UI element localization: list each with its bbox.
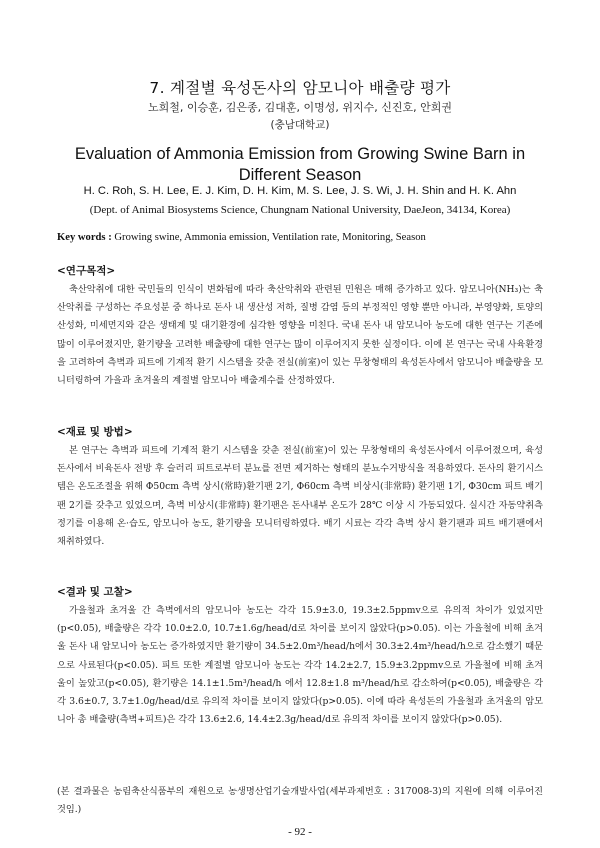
section-heading-results: <결과 및 고찰> <box>57 586 133 598</box>
section-text-purpose: 축산악취에 대한 국민들의 인식이 변화됨에 따라 축산악취와 관련된 민원은 매해 증가하고 있다. 암모니아(NH₃)는 축산악취를 구성하는 주요성분 중 하나로 돈사 내 생산성 저하, 질병 감염 등의 부정적인 영향 뿐만 아니라, 부영양화, 토양의 산성화, 미세먼지와 같은 생태계 및 대기환경에 심각한 영향을 미친다. 국내 돈사 내 암모니아 농도에 대한 연구는 기존에 많이 이루어졌지만, 환기량을 고려한 배출량에 대한 연구는 많이 이루어지지 못한 실정이다. 이에 본 연구는 국내 사육환경을 고려하여 측벽과 피트에 기계적 환기 시스템을 갖춘 전실(前室)이 있는 무창형태의 육성돈사에서 암모니아 배출량을 모니터링하여 가을과 초겨울의 계절별 암모니아 배출계수를 산정하였다. <box>57 284 543 387</box>
page-number: - 92 - <box>288 826 312 838</box>
section-text-results: 가을철과 초겨울 간 측벽에서의 암모니아 농도는 각각 15.9±3.0, 19.3±2.5ppmv으로 유의적 차이가 있었지만(p<0.05), 배출량은 각각 10.0±2.0, 10.7±1.6g/head/d로 차이를 보이지 않았다(p>0.05). 이는 가을철에 비해 초겨울 돈사 내 암모니아 농도는 증가하였지만 환기량이 34.5±2.0m³/head/h에서 30.3±2.4m³/head/h으로 감소했기 때문으로 사료된다(p<0.05). 피트 또한 계절별 암모니아 농도는 각각 14.2±2.7, 15.9±3.2ppmv으로 가을철에 비해 초겨울이 높았고(p<0.05), 환기량은 14.1±1.5m³/head/h 에서 12.8±1.8 m³/head/h로 감소하여(p<0.05), 배출량은 각각 3.6±0.7, 3.7±1.0g/head/d로 유의적 차이를 보이지 않았다(p>0.05). 이에 따라 육성돈의 가을철과 초겨울의 암모니아 총 배출량(측벽+피트)은 각각 13.6±2.6, 14.4±2.3g/head/d로 유의적 차이를 보이지 않았다(p>0.05). <box>57 605 543 726</box>
section-heading-methods: <재료 및 방법> <box>57 426 133 438</box>
section-heading-purpose: <연구목적> <box>57 265 116 277</box>
authors-english: H. C. Roh, S. H. Lee, E. J. Kim, D. H. Kim, M. S. Lee, J. S. Wi, J. H. Shin and H. K. Ahn <box>83 185 517 197</box>
funding-note: (본 결과물은 농림축산식품부의 재원으로 농생명산업기술개발사업(세부과제번호 : 317008-3)의 지원에 의해 이루어진 것임.) <box>57 786 543 816</box>
section-text-methods: 본 연구는 측벽과 피트에 기계적 환기 시스템을 갖춘 전실(前室)이 있는 무창형태의 육성돈사에서 이루어졌으며, 육성돈사에서 비육돈사 전방 후 슬러리 피트로부터 분뇨를 전면 제거하는 형태의 분뇨수거방식을 적용하였다. 돈사의 환기시스템은 온도조절을 위해 Φ50cm 측벽 상시(常時)환기팬 2기, Φ60cm 측벽 비상시(非常時) 환기팬 1기, Φ30cm 피트 배기팬 2기를 갖추고 있었으며, 측벽 비상시(非常時) 환기팬은 돈사내부 온도가 28℃ 이상 시 가동되었다. 실시간 자동약취측정기를 이용해 온·습도, 암모니아 농도, 환기량을 모니터링하였다. 배기 시료는 각각 측벽 상시 환기팬과 피트 배기팬에서 채취하였다. <box>57 445 543 548</box>
department-english: (Dept. of Animal Biosystems Science, Chungnam National University, DaeJeon, 34134, Korea) <box>89 204 511 216</box>
title-korean: 7. 계절별 육성돈사의 암모니아 배출량 평가 <box>149 79 451 97</box>
title-english: Evaluation of Ammonia Emission from Growing Swine Barn in Different Season <box>74 145 526 184</box>
affiliation-korean: (충남대학교) <box>270 119 330 131</box>
keywords <box>57 232 547 243</box>
keywords-label: Key words : <box>57 232 112 243</box>
keywords-text: Growing swine, Ammonia emission, Ventilation rate, Monitoring, Season <box>114 232 426 243</box>
authors-korean: 노희철, 이승훈, 김은종, 김대훈, 이명성, 위지수, 신진호, 안희권 <box>148 101 452 114</box>
